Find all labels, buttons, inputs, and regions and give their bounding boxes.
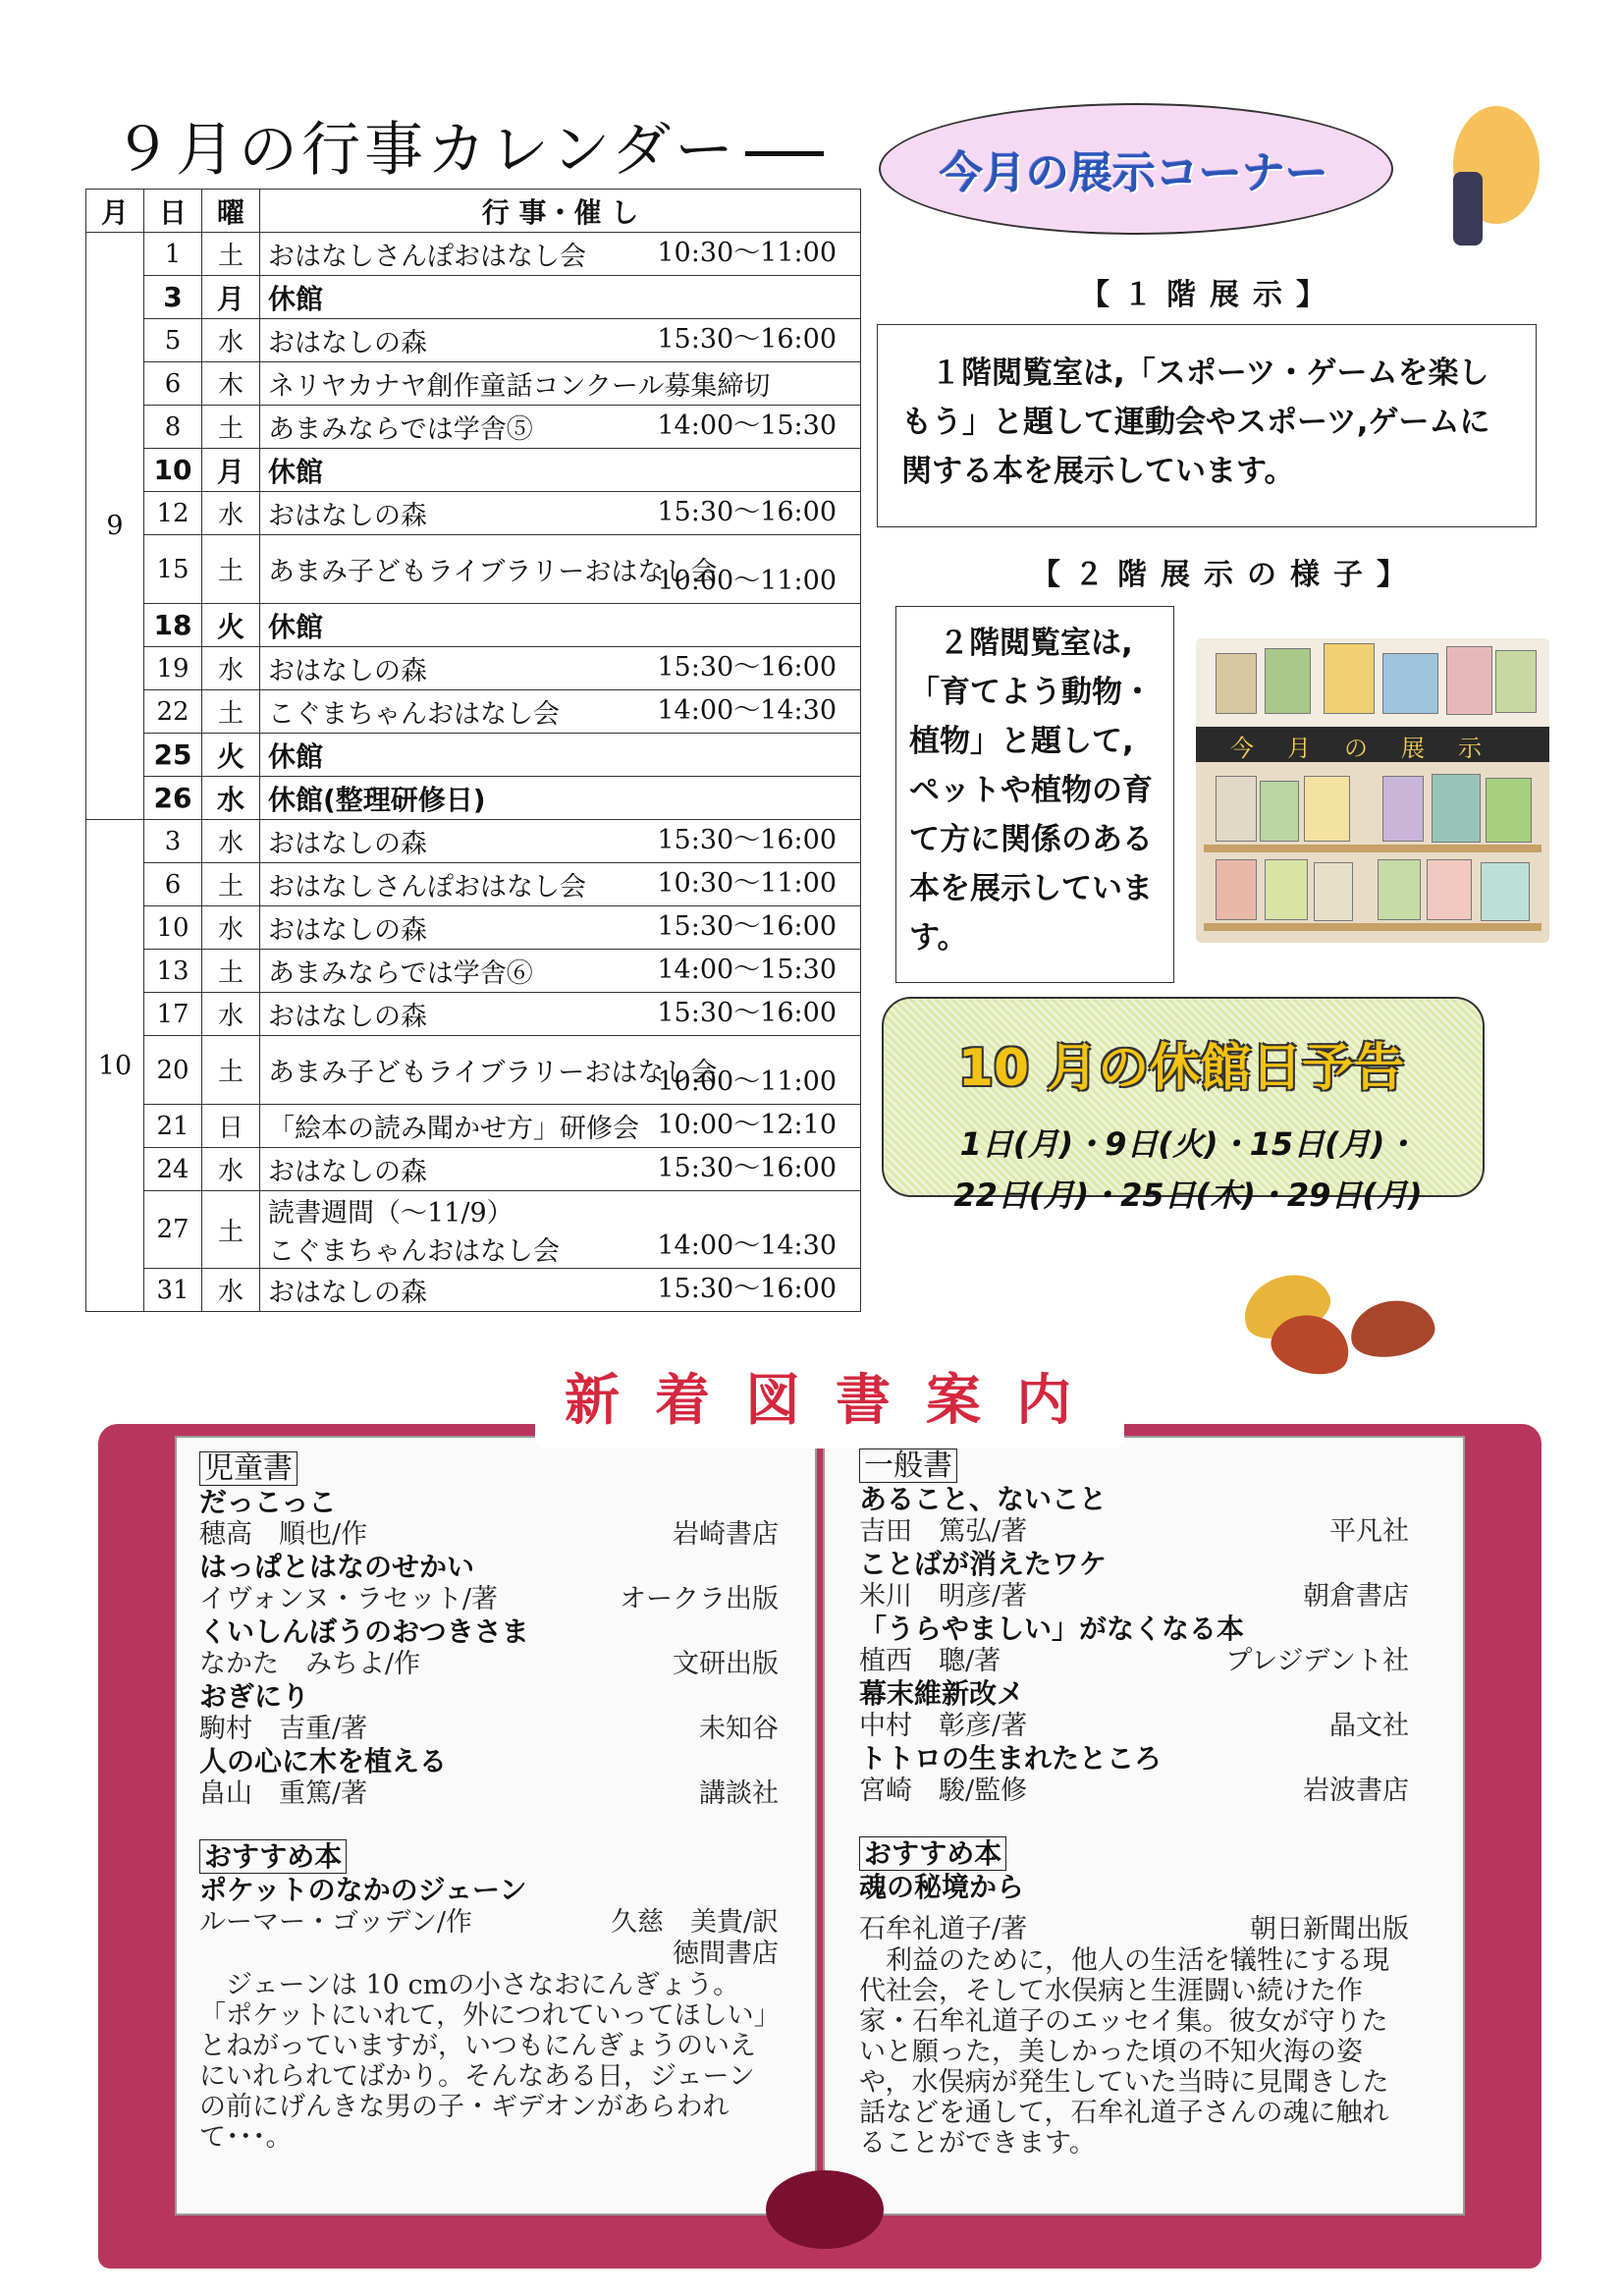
event-name: おはなしさんぽおはなし会 <box>268 872 586 902</box>
book-author: 駒村 吉重/著 <box>199 1714 368 1744</box>
calendar-event <box>260 1191 861 1269</box>
book-meta <box>199 1584 779 1615</box>
calendar-weekday: 水 <box>202 647 260 690</box>
photo-book <box>1314 862 1353 921</box>
event-name: おはなしさんぽおはなし会 <box>268 242 586 272</box>
book-title: 人の心に木を植える <box>199 1745 448 1777</box>
book-publisher: 岩波書店 <box>1303 1776 1409 1806</box>
calendar-day: 1 <box>144 233 202 276</box>
event-time: 14:00～15:30 <box>657 955 837 985</box>
calendar-weekday: 水 <box>202 820 260 863</box>
event-name: 休館 <box>268 455 324 488</box>
book-title: ことばが消えたワケ <box>859 1548 1108 1580</box>
event-name: あまみならでは学舎⑤ <box>268 414 533 445</box>
photo-book <box>1486 778 1532 843</box>
header-weekday: 曜 <box>202 190 260 233</box>
book-publisher: プレジデント社 <box>1225 1646 1409 1676</box>
calendar-event <box>260 233 861 276</box>
calendar-weekday: 水 <box>202 906 260 950</box>
photo-book <box>1260 781 1299 842</box>
calendar-event <box>260 820 861 863</box>
calendar-month: 9 <box>86 233 144 820</box>
general-recommend-description: 利益のために，他人の生活を犠牲にする現代社会，そして水俣病と生涯闘い続けた作家・石牟礼道子のエッセイ集。彼女が守りたいと願った，美しかった頃の不知火海の姿や，水俣病が発生していた当時に見聞きした話などを通して，石牟礼道子さんの魂に触れることができます。 <box>859 1945 1389 2159</box>
calendar-body <box>86 233 861 1312</box>
calendar-day: 3 <box>144 820 202 863</box>
event-time: 15:30～16:00 <box>657 497 837 527</box>
photo-book <box>1427 859 1472 920</box>
calendar-weekday: 水 <box>202 993 260 1036</box>
event-name: おはなしの森 <box>268 501 427 531</box>
photo-book <box>1216 653 1257 714</box>
event-time: 15:30～16:00 <box>657 1274 837 1304</box>
children-recommend-label: おすすめ本 <box>199 1839 347 1874</box>
calendar-day: 6 <box>144 863 202 906</box>
calendar-event <box>260 604 861 647</box>
calendar-weekday: 水 <box>202 1148 260 1191</box>
children-book-list <box>199 1486 779 1810</box>
calendar-weekday: 木 <box>202 362 260 406</box>
calendar-day: 17 <box>144 993 202 1036</box>
calendar-row <box>86 734 861 777</box>
calendar-row <box>86 690 861 734</box>
event-name: おはなしの森 <box>268 915 427 946</box>
book-publisher: 晶文社 <box>1329 1711 1409 1741</box>
event-name: 休館 <box>268 610 324 643</box>
event-time: 15:30～16:00 <box>657 1153 837 1183</box>
event-name: おはなしの森 <box>268 1157 427 1187</box>
event-name: ネリヤカナヤ創作童話コンクール募集締切 <box>268 371 771 402</box>
event-name: 休館(整理研修日) <box>268 783 486 816</box>
book-meta <box>199 1519 779 1551</box>
exhibit-title: 今月の展示コーナー <box>940 148 1328 198</box>
calendar-day: 19 <box>144 647 202 690</box>
photo-book <box>1382 653 1438 714</box>
book-publisher: オークラ出版 <box>620 1584 779 1614</box>
calendar-event <box>260 362 861 406</box>
calendar-row <box>86 362 861 406</box>
general-book-list <box>859 1483 1409 1807</box>
acorn-icon <box>1346 1294 1438 1363</box>
calendar-event <box>260 1269 861 1312</box>
photo-book <box>1481 862 1530 921</box>
book-title: 幕末維新改メ <box>859 1677 1025 1710</box>
calendar-day: 6 <box>144 362 202 406</box>
children-recommend-author: ルーマー・ゴッデン/作 <box>199 1907 473 1938</box>
photo-book <box>1432 774 1481 843</box>
calendar-weekday: 月 <box>202 276 260 319</box>
general-recommend-publisher: 朝日新聞出版 <box>1250 1914 1409 1944</box>
photo-book <box>1265 648 1311 714</box>
children-recommend-publisher: 徳間書店 <box>673 1939 779 1969</box>
book-title: 「うらやましい」がなくなる本 <box>859 1613 1245 1645</box>
book-title: だっこっこ <box>199 1486 337 1518</box>
event-time: 14:00～15:30 <box>657 410 837 441</box>
calendar-day: 22 <box>144 690 202 734</box>
calendar-weekday: 水 <box>202 777 260 820</box>
book-meta <box>859 1516 1409 1548</box>
book-publisher: 朝倉書店 <box>1303 1581 1409 1612</box>
calendar-month: 10 <box>86 820 144 1312</box>
calendar-event <box>260 492 861 535</box>
book-meta <box>859 1776 1409 1807</box>
book-meta <box>859 1711 1409 1742</box>
closure-title: 10 月の休館日予告 <box>957 1039 1405 1098</box>
event-time: 15:30～16:00 <box>657 324 837 355</box>
event-time: 15:30～16:00 <box>657 911 837 942</box>
calendar-day: 15 <box>144 535 202 604</box>
book-meta <box>199 1714 779 1745</box>
calendar-weekday: 土 <box>202 535 260 604</box>
calendar-row <box>86 604 861 647</box>
calendar-row <box>86 1269 861 1312</box>
calendar-weekday: 土 <box>202 233 260 276</box>
calendar-weekday: 土 <box>202 863 260 906</box>
book-meta <box>859 1646 1409 1677</box>
event-name: 休館 <box>268 739 324 773</box>
calendar-weekday: 日 <box>202 1105 260 1148</box>
calendar-day: 12 <box>144 492 202 535</box>
calendar-title: ９月の行事カレンダー <box>113 103 824 188</box>
book-title: あること、ないこと <box>859 1483 1108 1515</box>
calendar-event <box>260 906 861 950</box>
calendar-day: 8 <box>144 406 202 449</box>
photo-book <box>1304 776 1350 842</box>
event-name-2: こぐまちゃんおはなし会 <box>268 1236 560 1267</box>
general-books-section <box>859 1449 1409 2159</box>
photo-book <box>1265 859 1308 920</box>
calendar-row <box>86 1148 861 1191</box>
calendar-event <box>260 734 861 777</box>
event-calendar-table <box>85 189 861 1312</box>
header-month: 月 <box>86 190 144 233</box>
book-publisher: 文研出版 <box>673 1649 779 1679</box>
calendar-day: 3 <box>144 276 202 319</box>
calendar-day: 10 <box>144 906 202 950</box>
calendar-event <box>260 690 861 734</box>
calendar-day: 24 <box>144 1148 202 1191</box>
calendar-day: 10 <box>144 449 202 492</box>
calendar-row <box>86 449 861 492</box>
photo-book <box>1324 643 1375 714</box>
calendar-row <box>86 863 861 906</box>
photo-book <box>1216 776 1257 842</box>
calendar-event <box>260 993 861 1036</box>
calendar-event <box>260 777 861 820</box>
general-section-label: 一般書 <box>859 1449 957 1483</box>
calendar-day: 21 <box>144 1105 202 1148</box>
event-time: 14:00～14:30 <box>657 695 837 726</box>
book-title: トトロの生まれたところ <box>859 1742 1163 1775</box>
calendar-weekday: 水 <box>202 1269 260 1312</box>
book-author: なかた みちよ/作 <box>199 1649 421 1679</box>
calendar-row <box>86 492 861 535</box>
calendar-row <box>86 950 861 993</box>
calendar-event <box>260 647 861 690</box>
event-time: 10:30～11:00 <box>657 238 837 268</box>
book-publisher: 未知谷 <box>699 1714 779 1744</box>
book-author: イヴォンヌ・ラセット/著 <box>199 1584 498 1614</box>
event-time: 10:30～11:00 <box>657 868 837 899</box>
book-meta <box>199 1778 779 1810</box>
calendar-row <box>86 233 861 276</box>
book-author: 穂高 順也/作 <box>199 1519 368 1550</box>
event-time: 15:30～16:00 <box>657 998 837 1028</box>
floor1-heading: 【１階展示】 <box>1080 278 1339 312</box>
calendar-weekday: 月 <box>202 449 260 492</box>
book-meta <box>199 1649 779 1680</box>
event-name: おはなしの森 <box>268 1278 427 1308</box>
event-name: こぐまちゃんおはなし会 <box>268 699 560 730</box>
calendar-day: 18 <box>144 604 202 647</box>
calendar-day: 27 <box>144 1191 202 1269</box>
book-author: 畠山 重篤/著 <box>199 1778 368 1809</box>
calendar-row <box>86 319 861 362</box>
event-time: 10:00～11:00 <box>657 1066 837 1097</box>
event-time: 15:30～16:00 <box>657 825 837 855</box>
calendar-row <box>86 1036 861 1105</box>
book-author: 植西 聰/著 <box>859 1646 1001 1676</box>
event-name: おはなしの森 <box>268 656 427 686</box>
calendar-day: 13 <box>144 950 202 993</box>
calendar-row <box>86 993 861 1036</box>
floor2-text: ２階閲覧室は,「育てよう動物・植物」と題して,ペットや植物の育て方に関係のある本を展示しています。 <box>909 626 1153 956</box>
general-recommend-label: おすすめ本 <box>859 1836 1006 1871</box>
book-title: くいしんぼうのおつきさま <box>199 1615 529 1648</box>
calendar-row <box>86 647 861 690</box>
vase-illustration <box>1453 172 1483 246</box>
calendar-row <box>86 777 861 820</box>
photo-book <box>1378 859 1421 920</box>
calendar-row <box>86 820 861 863</box>
event-name: あまみならでは学舎⑥ <box>268 958 533 989</box>
calendar-row <box>86 535 861 604</box>
calendar-weekday: 水 <box>202 492 260 535</box>
calendar-event <box>260 950 861 993</box>
book-meta <box>859 1581 1409 1613</box>
event-name: おはなしの森 <box>268 1002 427 1032</box>
book-author: 吉田 篤弘/著 <box>859 1516 1028 1547</box>
children-recommend-title: ポケットのなかのジェーン <box>199 1874 527 1906</box>
new-books-title: 新着図書案内 <box>565 1369 1107 1433</box>
calendar-weekday: 水 <box>202 319 260 362</box>
calendar-day: 20 <box>144 1036 202 1105</box>
general-recommend-title: 魂の秘境から <box>859 1871 1025 1903</box>
header-day: 日 <box>144 190 202 233</box>
calendar-day: 5 <box>144 319 202 362</box>
calendar-event <box>260 406 861 449</box>
calendar-event <box>260 276 861 319</box>
event-time: 10:00～11:00 <box>657 566 837 596</box>
calendar-event <box>260 319 861 362</box>
event-name: あまみ子どもライブラリーおはなし会 <box>268 557 718 587</box>
floor2-heading: 【２階展示の様子】 <box>1031 558 1420 592</box>
event-name: おはなしの森 <box>268 829 427 859</box>
calendar-row <box>86 1191 861 1269</box>
closure-dates-line1: 1日(月)・9日(火)・15日(月)・ <box>959 1125 1417 1163</box>
calendar-event <box>260 449 861 492</box>
calendar-day: 31 <box>144 1269 202 1312</box>
event-name: おはなしの森 <box>268 328 427 358</box>
photo-banner-text: 今月の展示 <box>1230 735 1515 762</box>
event-name: あまみ子どもライブラリーおはなし会 <box>268 1058 718 1088</box>
book-title: おぎにり <box>199 1680 310 1713</box>
calendar-weekday: 土 <box>202 1191 260 1269</box>
general-recommend-author: 石牟礼道子/著 <box>859 1914 1028 1944</box>
children-recommend-description: ジェーンは 10 cmの小さなおにんぎょう。「ポケットにいれて，外につれていってほしい」とねがっていますが，いつもにんぎょうのいえにいれられてばかり。そんなある日，ジェーンの前にげんきな男の子・ギデオンがあらわれて･･･。 <box>199 1970 768 2153</box>
children-books-section <box>199 1451 779 2153</box>
calendar-weekday: 火 <box>202 604 260 647</box>
calendar-row <box>86 906 861 950</box>
photo-book <box>1446 646 1492 715</box>
photo-book <box>1216 859 1257 920</box>
book-author: 米川 明彦/著 <box>859 1581 1028 1612</box>
calendar-row <box>86 406 861 449</box>
calendar-event <box>260 535 861 604</box>
book-title: はっぱとはなのせかい <box>199 1551 475 1583</box>
calendar-weekday: 火 <box>202 734 260 777</box>
calendar-day: 26 <box>144 777 202 820</box>
book-publisher: 平凡社 <box>1329 1516 1409 1547</box>
photo-book <box>1382 776 1424 842</box>
event-time: 10:00～12:10 <box>657 1110 837 1140</box>
event-name: 読書週間（～11/9） <box>268 1198 514 1229</box>
book-author: 中村 彰彦/著 <box>859 1711 1028 1741</box>
event-name: 休館 <box>268 282 324 315</box>
calendar-row <box>86 276 861 319</box>
calendar-row <box>86 1105 861 1148</box>
exhibit-photo <box>1196 638 1549 943</box>
closure-dates-line2: 22日(月)・25日(木)・29日(月) <box>953 1176 1423 1214</box>
children-section-label: 児童書 <box>199 1451 298 1486</box>
calendar-weekday: 土 <box>202 950 260 993</box>
book-author: 宮崎 駿/監修 <box>859 1776 1028 1806</box>
event-time: 15:30～16:00 <box>657 652 837 683</box>
calendar-weekday: 土 <box>202 690 260 734</box>
calendar-event <box>260 863 861 906</box>
book-publisher: 岩崎書店 <box>673 1519 779 1550</box>
calendar-event <box>260 1105 861 1148</box>
book-spine <box>766 2170 884 2249</box>
calendar-event <box>260 1148 861 1191</box>
event-name: 「絵本の読み聞かせ方」研修会 <box>268 1114 639 1144</box>
photo-book <box>1495 650 1537 713</box>
header-event: 行 事・催 し <box>260 190 861 233</box>
calendar-weekday: 土 <box>202 1036 260 1105</box>
photo-shelf <box>1204 845 1542 852</box>
calendar-weekday: 土 <box>202 406 260 449</box>
calendar-event <box>260 1036 861 1105</box>
floor1-text: １階閲覧室は,「スポーツ・ゲームを楽しもう」と題して運動会やスポーツ,ゲームに関する本を展示しています。 <box>901 355 1490 489</box>
event-time: 14:00～14:30 <box>657 1230 837 1261</box>
children-recommend-translator: 久慈 美貴/訳 <box>610 1907 779 1938</box>
book-publisher: 講談社 <box>699 1778 779 1809</box>
calendar-day: 25 <box>144 734 202 777</box>
photo-shelf <box>1204 923 1542 931</box>
